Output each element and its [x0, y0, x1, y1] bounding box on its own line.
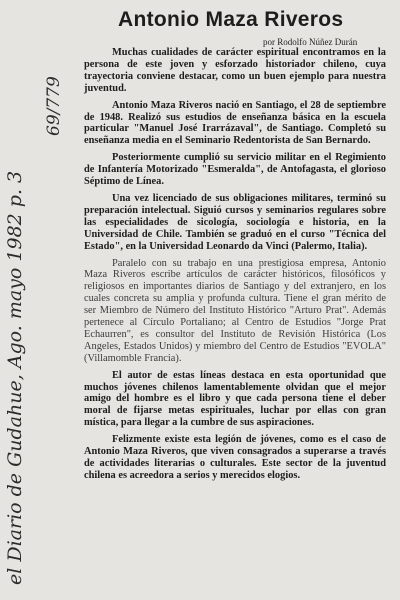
paragraph-birth-education: Antonio Maza Riveros nació en Santiago, el 28 de septiembre de 1948. Realizó sus estudios de enseñanza básica en la escuela particular "Manuel José Irarrázaval", de Santiago. Completó su enseñanza media en el Seminario Redentorista de San Bernardo.	[84, 99, 386, 147]
article-byline: por Rodolfo Núñez Durán	[263, 37, 358, 47]
paragraph-university-studies: Una vez licenciado de sus obligaciones militares, terminó su preparación intelectual. Siguió cursos y seminarios regulares sobre las especialidades de sicología, sociología e historia, en la Universidad de Chile. También se graduó en el curso "Técnica del Estado", en la Universidad Leonardo da Vinci (Palermo, Italia).	[84, 192, 386, 252]
handwritten-source-note: el Diario de Gudahue, Ago. mayo 1982 p. 3	[4, 170, 26, 585]
handwritten-catalog-number: 69/779	[44, 76, 64, 136]
paragraph-military-service: Posteriormente cumplió su servicio militar en el Regimiento de Infantería Motorizado "Esmeralda", de Antofagasta, el glorioso Séptimo de Línea.	[84, 152, 386, 188]
paragraph-writing-career: Paralelo con su trabajo en una prestigiosa empresa, Antonio Maza Riveros escribe artículos de carácter históricos, filosóficos y religiosos en importantes diarios de Santiago y del extranjero, en los cuales concreta su amplia y profunda cultura. Tiene el gran mérito de ser Miembro de Número del Instituto Histórico "Arturo Prat". Además pertenece al Círculo Portaliano; al Centro de Estudios "Jorge Prat Echaurren", es consultor del Instituto de Revisión Histórica (Los Angeles, Estados Unidos) y miembro del Centro de Estudios "EVOLA" (Villamomble Francia).	[84, 257, 386, 364]
article-body	[84, 47, 386, 487]
paragraph-conclusion: Felizmente existe esta legión de jóvenes, como es el caso de Antonio Maza Riveros, que viven consagrados a superarse a través de actividades literarias o culturales. Este sector de la juventud chilena es acreedora a serios y merecidos elogios.	[84, 434, 386, 481]
paragraph-intro: Muchas cualidades de carácter espiritual encontramos en la persona de este joven y esforzado historiador chileno, cuya trayectoria conviene destacar, como un buen ejemplo para nuestra juventud.	[84, 47, 386, 94]
article-title: Antonio Maza Riveros	[118, 8, 344, 31]
paragraph-author-reflection: El autor de estas líneas destaca en esta oportunidad que muchos jóvenes chilenos lamentablemente olvidan que el mejor amigo del hombre es el libro y que cada persona tiene el deber moral de fijarse metas espirituales, luchar por ellas con gran mística, para llegar a la cumbre de sus aspiraciones.	[84, 369, 386, 429]
